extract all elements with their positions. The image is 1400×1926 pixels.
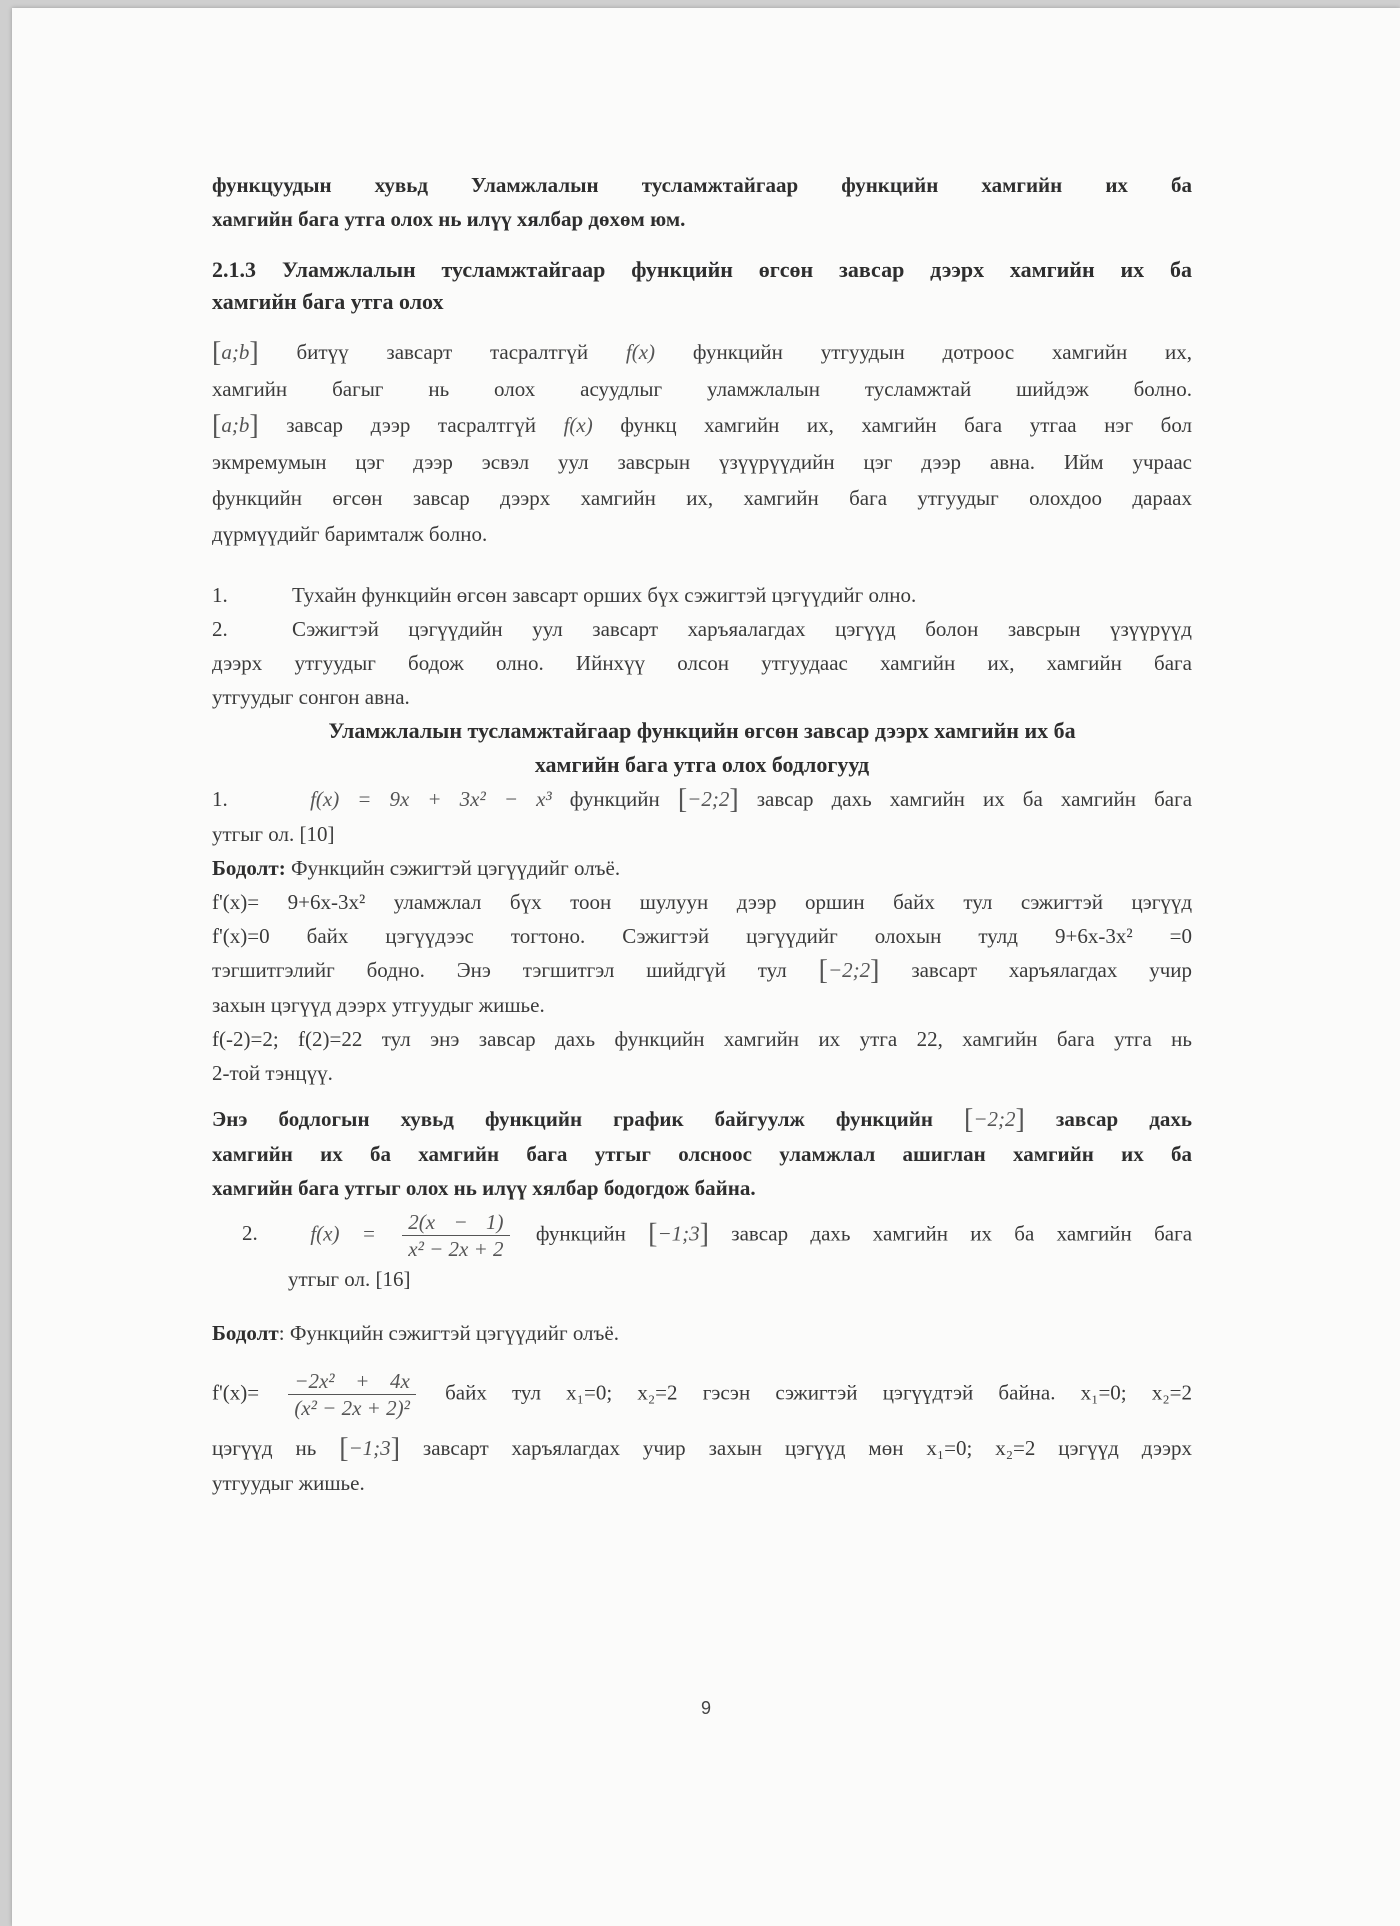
derivative: f'(x)= 9+6x-3x²	[212, 890, 366, 914]
problem-number: 2.	[242, 1221, 258, 1246]
problem-text: функцийн	[569, 787, 660, 811]
problem-text: утгыг ол. [16]	[288, 1267, 411, 1291]
fraction-numerator: −2x² + 4x	[288, 1368, 416, 1395]
problem-text: завсар дахь хамгийн их ба хамгийн бага	[756, 787, 1193, 811]
problem-interval: −1;3	[657, 1221, 700, 1246]
paragraph-text: битүү завсарт тасралтгүй	[296, 340, 589, 364]
solution-label: Бодолт:	[212, 856, 286, 880]
problem-text: утгыг ол. [10]	[212, 822, 335, 846]
problem-number: 1.	[212, 787, 228, 811]
intro-line-1: функцуудын хувьд Уламжлалын тусламжтайгаар функцийн хамгийн их ба	[212, 173, 1192, 197]
note-text: хамгийн бага утгыг олох нь илүү хялбар бодогдож байна.	[212, 1176, 756, 1200]
problem-interval: −2;2	[973, 1107, 1016, 1131]
document-page	[12, 8, 1400, 1926]
problem-1-note: Энэ бодлогын хувьд функцийн график байгуулж функцийн [−2;2] завсар дахь хамгийн их ба хамгийн бага утгыг олсноос уламжлал ашиглан хамгийн их ба хамгийн бага утгыг олох нь илүү хялбар бодогдож байна.	[212, 1102, 1192, 1205]
fx-symbol: f(x)	[625, 340, 656, 364]
problem-lhs: f(x) =	[310, 1221, 376, 1246]
problems-heading-line-1: Уламжлалын тусламжтайгаар функцийн өгсөн завсар дээрх хамгийн их ба	[328, 718, 1076, 743]
section-title-line-1: Уламжлалын тусламжтайгаар функцийн өгсөн завсар дээрх хамгийн их ба	[282, 257, 1192, 282]
section-number: 2.1.3	[212, 257, 256, 282]
section-heading	[212, 254, 1192, 318]
page-content	[212, 168, 1192, 1500]
rule-text: утгуудыг сонгон авна.	[212, 685, 410, 709]
solution-text: завсарт харъялагдах учир захын цэгүүд мөн x₁=0; x₂=2 цэгүүд дээрх	[422, 1436, 1192, 1460]
problem-1: 1. f(x) = 9x + 3x² − x³ функцийн [−2;2] завсар дахь хамгийн их ба хамгийн бага утгыг ол. [10] Бодолт: Функцийн сэжигтэй цэгүүдийг олъё. f'(x)= 9+6x-3x² уламжлал бүх тоон шулуун дээр оршин байх тул сэжигтэй цэгүүд f'(x)=0 байх цэгүүдээс тогтоно. Сэжигтэй цэгүүдийг олохын тулд 9+6x-3x² =0 тэгшитгэлийг бодно. Энэ тэгшитгэл шийдгүй тул [−2;2] завсарт харъялагдах учир захын цэгүүд дээрх утгуудыг жишье. f(-2)=2; f(2)=22 тул энэ завсар дахь функцийн хамгийн их утга 22, хамгийн бага утга нь 2-той тэнцүү. Энэ бодлогын хувьд функцийн график байгуулж функцийн [−2;2] завсар дахь хамгийн их ба хамгийн бага утгыг олсноос уламжлал ашиглан хамгийн их ба хамгийн бага утгыг олох нь илүү хялбар бодогдож байна.	[212, 782, 1192, 1205]
intro-line-2: хамгийн бага утга олох нь илүү хялбар дөхөм юм.	[212, 207, 686, 231]
rule-text: дээрх утгуудыг бодож олно. Ийнхүү олсон утгуудаас хамгийн их, хамгийн бага	[212, 651, 1192, 675]
solution-text: завсарт харъялагдах учир	[911, 958, 1192, 982]
rule-number: 2.	[212, 617, 228, 641]
solution-text: цэгүүд нь	[212, 1436, 317, 1460]
solution-text: захын цэгүүд дээрх утгуудыг жишье.	[212, 993, 545, 1017]
paragraph-text: функцийн өгсөн завсар дээрх хамгийн их, хамгийн бага утгуудыг олохдоо дараах	[212, 486, 1192, 510]
solution-text: уламжлал бүх тоон шулуун дээр оршин байх тул сэжигтэй цэгүүд	[393, 890, 1192, 914]
note-text: хамгийн их ба хамгийн бага утгыг олсноос уламжлал ашиглан хамгийн их ба	[212, 1142, 1192, 1166]
solution-label: Бодолт	[212, 1321, 279, 1345]
solution-text: f'(x)=0 байх цэгүүдээс тогтоно. Сэжигтэй цэгүүдийг олохын тулд 9+6x-3x² =0	[212, 924, 1192, 948]
paragraph-text: хамгийн багыг нь олох асуудлыг уламжлалын тусламжтай шийдэж болно.	[212, 377, 1192, 401]
derivative-fraction	[288, 1368, 416, 1421]
solution-text: байх тул x₁=0; x₂=2 гэсэн сэжигтэй цэгүүдтэй байна. x₁=0; x₂=2	[445, 1380, 1193, 1405]
paragraph-text: функцийн утгуудын дотроос хамгийн их,	[692, 340, 1193, 364]
rules-list	[212, 578, 1192, 714]
problem-2: 2. f(x) = $\frac{2(x - 1)}{\text{x² − 2x + 2}}$ функцийн [−1;3] завсар дахь хамгийн их ба хамгийн бага утгыг ол. [16] Бодолт: Функцийн сэжигтэй цэгүүдийг олъё. f'(x)= $\frac{\text{−2x² + 4x}}{\text{(x² − 2x + 2)²}}$ байх тул x₁=0; x₂=2 гэсэн сэжигтэй цэгүүдтэй байна. x₁=0; x₂=2 цэгүүд нь [−1;3] завсарт харъялагдах учир захын цэгүүд мөн x₁=0; x₂=2 цэгүүд дээрх утгуудыг жишье.	[212, 1209, 1192, 1500]
problem-formula: f(x) = 9x + 3x² − x³	[310, 787, 552, 811]
derivative-label: f'(x)=	[212, 1380, 260, 1405]
fraction-denominator: (x² − 2x + 2)²	[294, 1396, 410, 1420]
interval-ab: a;b	[221, 413, 250, 437]
problem-interval: −1;3	[348, 1436, 391, 1460]
paragraph-text: экмремумын цэг дээр эсвэл уул завсрын үзүүрүүдийн цэг дээр авна. Ийм учраас	[212, 450, 1192, 474]
problems-heading	[212, 714, 1192, 782]
solution-text: 2-той тэнцүү.	[212, 1061, 333, 1085]
solution-text: Функцийн сэжигтэй цэгүүдийг олъё.	[290, 856, 621, 880]
paragraph-text: завсар дээр тасралтгүй	[286, 413, 537, 437]
interval-ab: a;b	[221, 340, 250, 364]
problem-fraction	[402, 1209, 509, 1262]
problem-text: завсар дахь хамгийн их ба хамгийн бага	[731, 1221, 1193, 1246]
paragraph-text: функц хамгийн их, хамгийн бага утгаа нэг бол	[620, 413, 1193, 437]
solution-text: : Функцийн сэжигтэй цэгүүдийг олъё.	[278, 1321, 619, 1345]
note-text: Энэ бодлогын хувьд функцийн график байгуулж функцийн	[212, 1107, 933, 1131]
problem-interval: −2;2	[827, 958, 871, 982]
fx-symbol: f(x)	[563, 413, 593, 437]
note-text: завсар дахь	[1055, 1107, 1193, 1131]
rule-number: 1.	[212, 583, 228, 607]
solution-text: f(-2)=2; f(2)=22 тул энэ завсар дахь функцийн хамгийн их утга 22, хамгийн бага утга нь	[212, 1027, 1192, 1051]
intro-paragraph: [a;b] битүү завсарт тасралтгүй f(x) функцийн утгуудын дотроос хамгийн их, хамгийн багыг нь олох асуудлыг уламжлалын тусламжтай шийдэж болно. [a;b] завсар дээр тасралтгүй f(x) функц хамгийн их, хамгийн бага утгаа нэг бол экмремумын цэг дээр эсвэл уул завсрын үзүүрүүдийн цэг дээр авна. Ийм учраас функцийн өгсөн завсар дээрх хамгийн их, хамгийн бага утгуудыг олохдоо дараах дүрмүүдийг баримталж болно.	[212, 334, 1192, 552]
paragraph-text: дүрмүүдийг баримталж болно.	[212, 522, 488, 546]
rule-text: Сэжигтэй цэгүүдийн уул завсарт харъяалагдах цэгүүд болон завсрын үзүүрүүд	[292, 617, 1192, 641]
problem-text: функцийн	[535, 1221, 626, 1246]
solution-text: утгуудыг жишье.	[212, 1471, 365, 1495]
problem-interval: −2;2	[687, 787, 730, 811]
fraction-denominator: x² − 2x + 2	[408, 1237, 504, 1261]
page-number: 9	[700, 1698, 711, 1718]
rule-text: Тухайн функцийн өгсөн завсарт орших бүх сэжигтэй цэгүүдийг олно.	[292, 583, 917, 607]
section-title-line-2: хамгийн бага утга олох	[212, 289, 444, 314]
solution-text: тэгшитгэлийг бодно. Энэ тэгшитгэл шийдгүй тул	[212, 958, 787, 982]
problems-heading-line-2: хамгийн бага утга олох бодлогууд	[534, 752, 870, 777]
fraction-numerator: 2(x − 1)	[402, 1209, 509, 1236]
